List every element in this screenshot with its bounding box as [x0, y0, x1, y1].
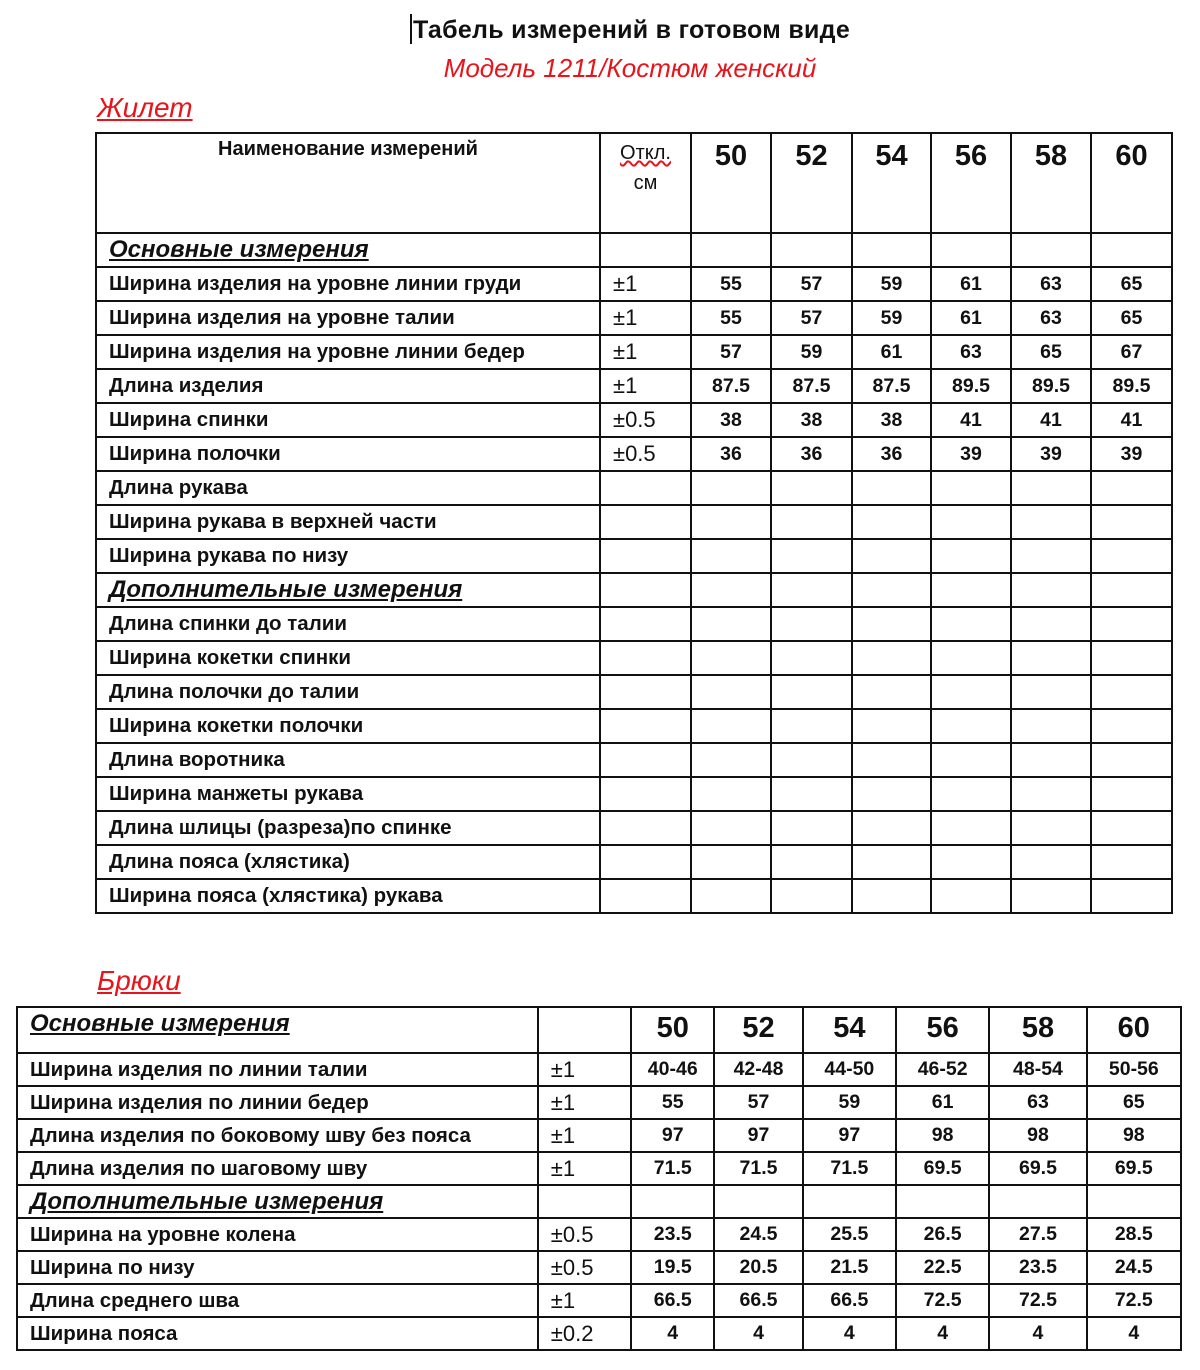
subheader-label: Основные измерения — [96, 233, 600, 267]
table-row — [96, 505, 1172, 539]
size-value: 66.5 — [803, 1284, 896, 1317]
size-value: 57 — [714, 1086, 802, 1119]
measurement-name: Длина воротника — [96, 743, 600, 777]
size-value — [691, 709, 771, 743]
size-value — [1091, 641, 1172, 675]
size-value: 36 — [771, 437, 852, 471]
size-value: 97 — [714, 1119, 802, 1152]
size-value: 61 — [896, 1086, 989, 1119]
size-value — [1011, 641, 1091, 675]
tolerance-header-line2: см — [633, 172, 658, 194]
table-row — [96, 811, 1172, 845]
size-value: 89.5 — [1091, 369, 1172, 403]
size-value — [771, 845, 852, 879]
size-value: 65 — [1091, 301, 1172, 335]
size-value: 22.5 — [896, 1251, 989, 1284]
empty-cell — [600, 573, 691, 607]
size-value — [1091, 709, 1172, 743]
empty-cell — [771, 573, 852, 607]
size-value: 19.5 — [631, 1251, 714, 1284]
table-row — [96, 369, 1172, 403]
size-value — [852, 675, 931, 709]
size-value: 4 — [896, 1317, 989, 1350]
measurement-name: Ширина спинки — [96, 403, 600, 437]
tolerance-value — [600, 641, 691, 675]
tolerance-value: ±1 — [538, 1284, 631, 1317]
size-value — [931, 641, 1011, 675]
size-value: 23.5 — [631, 1218, 714, 1251]
table-row — [17, 1086, 1181, 1119]
size-value: 66.5 — [631, 1284, 714, 1317]
size-value — [691, 471, 771, 505]
size-value: 72.5 — [989, 1284, 1086, 1317]
size-value: 23.5 — [989, 1251, 1086, 1284]
table-row — [96, 335, 1172, 369]
column-header-tolerance — [600, 133, 691, 233]
size-value: 98 — [896, 1119, 989, 1152]
table-row — [96, 539, 1172, 573]
size-value — [691, 879, 771, 913]
size-value — [771, 641, 852, 675]
empty-cell — [1011, 573, 1091, 607]
table-header-row — [96, 133, 1172, 233]
size-value — [1091, 675, 1172, 709]
column-header-size: 60 — [1087, 1007, 1181, 1053]
table-row — [96, 607, 1172, 641]
size-value — [1011, 709, 1091, 743]
size-value: 97 — [803, 1119, 896, 1152]
vest-measurements-table — [95, 132, 1173, 914]
size-value: 4 — [803, 1317, 896, 1350]
tolerance-value — [600, 675, 691, 709]
size-value: 69.5 — [896, 1152, 989, 1185]
tolerance-value — [600, 845, 691, 879]
empty-cell — [691, 573, 771, 607]
tolerance-value — [600, 879, 691, 913]
size-value: 50-56 — [1087, 1053, 1181, 1086]
size-value — [1091, 743, 1172, 777]
size-value — [852, 641, 931, 675]
measurement-name: Длина спинки до талии — [96, 607, 600, 641]
size-value: 98 — [989, 1119, 1086, 1152]
tolerance-value: ±1 — [538, 1119, 631, 1152]
size-value: 59 — [852, 301, 931, 335]
tolerance-value: ±0.5 — [538, 1218, 631, 1251]
size-value — [1091, 539, 1172, 573]
size-value: 87.5 — [771, 369, 852, 403]
size-value: 89.5 — [1011, 369, 1091, 403]
size-value: 20.5 — [714, 1251, 802, 1284]
table-row — [17, 1218, 1181, 1251]
table-row — [96, 641, 1172, 675]
size-value: 36 — [852, 437, 931, 471]
size-value — [931, 675, 1011, 709]
size-value: 57 — [771, 267, 852, 301]
size-value: 67 — [1091, 335, 1172, 369]
size-value: 72.5 — [896, 1284, 989, 1317]
size-value — [1091, 505, 1172, 539]
size-value: 87.5 — [852, 369, 931, 403]
size-value: 27.5 — [989, 1218, 1086, 1251]
size-value: 24.5 — [714, 1218, 802, 1251]
size-value: 4 — [714, 1317, 802, 1350]
measurement-name: Ширина пояса (хлястика) рукава — [96, 879, 600, 913]
size-value: 39 — [1091, 437, 1172, 471]
empty-cell — [538, 1007, 631, 1053]
empty-cell — [852, 573, 931, 607]
size-value: 63 — [989, 1086, 1086, 1119]
empty-cell — [1091, 573, 1172, 607]
size-value — [691, 743, 771, 777]
measurement-name: Длина рукава — [96, 471, 600, 505]
empty-cell — [852, 233, 931, 267]
empty-cell — [538, 1185, 631, 1218]
size-value: 72.5 — [1087, 1284, 1181, 1317]
size-value: 69.5 — [1087, 1152, 1181, 1185]
size-value — [691, 607, 771, 641]
size-value — [1091, 607, 1172, 641]
tolerance-value — [600, 709, 691, 743]
tolerance-value — [600, 607, 691, 641]
size-value: 38 — [771, 403, 852, 437]
measurement-name: Длина изделия по боковому шву без пояса — [17, 1119, 538, 1152]
tolerance-value: ±1 — [600, 301, 691, 335]
size-value: 65 — [1011, 335, 1091, 369]
size-value — [771, 607, 852, 641]
table-row — [96, 675, 1172, 709]
tolerance-value — [600, 777, 691, 811]
empty-cell — [714, 1185, 802, 1218]
size-value — [771, 709, 852, 743]
measurement-name: Ширина пояса — [17, 1317, 538, 1350]
size-value: 55 — [631, 1086, 714, 1119]
size-value — [1011, 777, 1091, 811]
measurement-name: Длина шлицы (разреза)по спинке — [96, 811, 600, 845]
size-value — [931, 743, 1011, 777]
text-cursor — [410, 14, 412, 44]
pants-measurements-table — [16, 1006, 1182, 1351]
size-value: 28.5 — [1087, 1218, 1181, 1251]
tolerance-value: ±0.5 — [600, 403, 691, 437]
measurement-name: Длина пояса (хлястика) — [96, 845, 600, 879]
size-value: 59 — [852, 267, 931, 301]
measurement-name: Длина среднего шва — [17, 1284, 538, 1317]
size-value — [931, 539, 1011, 573]
measurement-name: Ширина кокетки полочки — [96, 709, 600, 743]
empty-cell — [1011, 233, 1091, 267]
measurement-name: Длина полочки до талии — [96, 675, 600, 709]
column-header-size: 52 — [714, 1007, 802, 1053]
subheader-label: Дополнительные измерения — [96, 573, 600, 607]
table-row — [96, 743, 1172, 777]
document-title: Табель измерений в готовом виде — [0, 14, 1200, 45]
pants-section-title: Брюки — [97, 965, 181, 996]
empty-cell — [631, 1185, 714, 1218]
tolerance-value: ±1 — [600, 267, 691, 301]
measurement-name: Длина изделия по шаговому шву — [17, 1152, 538, 1185]
column-header-size: 60 — [1091, 133, 1172, 233]
size-value: 38 — [852, 403, 931, 437]
size-value: 66.5 — [714, 1284, 802, 1317]
size-value: 21.5 — [803, 1251, 896, 1284]
size-value: 25.5 — [803, 1218, 896, 1251]
size-value: 61 — [931, 267, 1011, 301]
size-value: 36 — [691, 437, 771, 471]
tolerance-header-line1: Откл. — [620, 142, 671, 164]
size-value: 59 — [803, 1086, 896, 1119]
table-row — [96, 709, 1172, 743]
size-value — [691, 641, 771, 675]
column-header-size: 56 — [896, 1007, 989, 1053]
size-value: 38 — [691, 403, 771, 437]
size-value — [771, 743, 852, 777]
column-header-size: 58 — [989, 1007, 1086, 1053]
size-value: 65 — [1087, 1086, 1181, 1119]
measurement-name: Ширина изделия по линии бедер — [17, 1086, 538, 1119]
tolerance-value: ±0.5 — [538, 1251, 631, 1284]
table-row — [17, 1251, 1181, 1284]
size-value: 71.5 — [631, 1152, 714, 1185]
size-value: 42-48 — [714, 1053, 802, 1086]
tolerance-value: ±1 — [538, 1152, 631, 1185]
size-value: 41 — [1011, 403, 1091, 437]
size-value — [691, 675, 771, 709]
size-value — [771, 675, 852, 709]
table-row — [17, 1053, 1181, 1086]
size-value: 65 — [1091, 267, 1172, 301]
size-value — [1011, 675, 1091, 709]
size-value — [931, 607, 1011, 641]
size-value: 4 — [631, 1317, 714, 1350]
size-value — [931, 879, 1011, 913]
table-row — [17, 1152, 1181, 1185]
size-value — [691, 777, 771, 811]
size-value — [931, 471, 1011, 505]
size-value: 55 — [691, 301, 771, 335]
measurement-name: Ширина изделия на уровне линии груди — [96, 267, 600, 301]
size-value: 48-54 — [989, 1053, 1086, 1086]
size-value — [852, 471, 931, 505]
vest-section-title: Жилет — [97, 92, 193, 123]
measurement-name: Ширина полочки — [96, 437, 600, 471]
tolerance-value: ±1 — [538, 1086, 631, 1119]
tolerance-value: ±0.5 — [600, 437, 691, 471]
measurement-name: Ширина изделия на уровне линии бедер — [96, 335, 600, 369]
measurement-name: Ширина изделия по линии талии — [17, 1053, 538, 1086]
column-header-size: 58 — [1011, 133, 1091, 233]
measurement-name: Ширина изделия на уровне талии — [96, 301, 600, 335]
size-value — [852, 845, 931, 879]
size-value — [1091, 777, 1172, 811]
size-value — [1011, 471, 1091, 505]
tolerance-value — [600, 811, 691, 845]
tolerance-value — [600, 471, 691, 505]
size-value: 4 — [1087, 1317, 1181, 1350]
table-row — [96, 471, 1172, 505]
size-value — [1011, 845, 1091, 879]
size-value — [1011, 505, 1091, 539]
column-header-size: 50 — [631, 1007, 714, 1053]
empty-cell — [931, 233, 1011, 267]
size-value: 61 — [931, 301, 1011, 335]
table-row — [17, 1284, 1181, 1317]
size-value — [771, 539, 852, 573]
tolerance-value: ±1 — [600, 335, 691, 369]
size-value — [852, 709, 931, 743]
size-value — [852, 607, 931, 641]
size-value: 39 — [1011, 437, 1091, 471]
column-header-name: Наименование измерений — [96, 133, 600, 233]
column-header-size: 54 — [852, 133, 931, 233]
table-row — [96, 267, 1172, 301]
table-row — [96, 879, 1172, 913]
size-value — [852, 811, 931, 845]
empty-cell — [803, 1185, 896, 1218]
size-value — [771, 505, 852, 539]
size-value — [852, 743, 931, 777]
size-value: 46-52 — [896, 1053, 989, 1086]
size-value — [931, 505, 1011, 539]
empty-cell — [989, 1185, 1086, 1218]
size-value — [852, 777, 931, 811]
measurement-name: Длина изделия — [96, 369, 600, 403]
table-row — [96, 301, 1172, 335]
empty-cell — [771, 233, 852, 267]
document-subtitle: Модель 1211/Костюм женский — [443, 53, 817, 83]
empty-cell — [931, 573, 1011, 607]
size-value: 71.5 — [714, 1152, 802, 1185]
measurement-name: Ширина манжеты рукава — [96, 777, 600, 811]
size-value: 71.5 — [803, 1152, 896, 1185]
empty-cell — [691, 233, 771, 267]
tolerance-value — [600, 505, 691, 539]
table-row — [17, 1119, 1181, 1152]
size-value — [1091, 845, 1172, 879]
size-value — [1091, 811, 1172, 845]
size-value — [691, 811, 771, 845]
measurement-name: Ширина рукава по низу — [96, 539, 600, 573]
measurement-name: Ширина рукава в верхней части — [96, 505, 600, 539]
size-value: 98 — [1087, 1119, 1181, 1152]
measurement-name: Ширина по низу — [17, 1251, 538, 1284]
size-value: 24.5 — [1087, 1251, 1181, 1284]
size-value — [931, 811, 1011, 845]
size-value: 63 — [1011, 267, 1091, 301]
tolerance-value — [600, 539, 691, 573]
size-value — [771, 777, 852, 811]
column-header-size: 52 — [771, 133, 852, 233]
empty-cell — [600, 233, 691, 267]
size-value — [852, 539, 931, 573]
size-value — [852, 505, 931, 539]
subheader-label: Основные измерения — [17, 1007, 538, 1053]
size-value: 59 — [771, 335, 852, 369]
size-value: 41 — [1091, 403, 1172, 437]
tolerance-value: ±0.2 — [538, 1317, 631, 1350]
size-value — [1011, 811, 1091, 845]
section-subheader-row — [17, 1185, 1181, 1218]
size-value — [1011, 743, 1091, 777]
size-value — [1011, 879, 1091, 913]
tolerance-value — [600, 743, 691, 777]
size-value — [852, 879, 931, 913]
size-value — [931, 845, 1011, 879]
size-value: 26.5 — [896, 1218, 989, 1251]
size-value: 63 — [1011, 301, 1091, 335]
size-value — [1091, 879, 1172, 913]
measurement-name: Ширина кокетки спинки — [96, 641, 600, 675]
size-value — [1011, 607, 1091, 641]
size-value — [771, 811, 852, 845]
size-value: 39 — [931, 437, 1011, 471]
section-subheader-row — [96, 233, 1172, 267]
empty-cell — [1091, 233, 1172, 267]
measurement-name: Ширина на уровне колена — [17, 1218, 538, 1251]
column-header-size: 50 — [691, 133, 771, 233]
table-header-row — [17, 1007, 1181, 1053]
size-value — [931, 709, 1011, 743]
size-value — [1091, 471, 1172, 505]
size-value: 40-46 — [631, 1053, 714, 1086]
size-value: 61 — [852, 335, 931, 369]
size-value: 89.5 — [931, 369, 1011, 403]
size-value — [771, 471, 852, 505]
column-header-size: 56 — [931, 133, 1011, 233]
size-value — [691, 505, 771, 539]
size-value — [691, 539, 771, 573]
size-value: 57 — [771, 301, 852, 335]
size-value: 41 — [931, 403, 1011, 437]
size-value: 4 — [989, 1317, 1086, 1350]
column-header-size: 54 — [803, 1007, 896, 1053]
size-value: 87.5 — [691, 369, 771, 403]
empty-cell — [1087, 1185, 1181, 1218]
size-value: 69.5 — [989, 1152, 1086, 1185]
size-value: 55 — [691, 267, 771, 301]
size-value — [691, 845, 771, 879]
size-value: 44-50 — [803, 1053, 896, 1086]
tolerance-value: ±1 — [600, 369, 691, 403]
section-subheader-row — [96, 573, 1172, 607]
size-value — [1011, 539, 1091, 573]
subheader-label: Дополнительные измерения — [17, 1185, 538, 1218]
table-row — [96, 845, 1172, 879]
tolerance-value: ±1 — [538, 1053, 631, 1086]
size-value: 57 — [691, 335, 771, 369]
empty-cell — [896, 1185, 989, 1218]
size-value — [771, 879, 852, 913]
size-value: 97 — [631, 1119, 714, 1152]
size-value — [931, 777, 1011, 811]
size-value: 63 — [931, 335, 1011, 369]
table-row — [96, 403, 1172, 437]
table-row — [17, 1317, 1181, 1350]
table-row — [96, 777, 1172, 811]
table-row — [96, 437, 1172, 471]
